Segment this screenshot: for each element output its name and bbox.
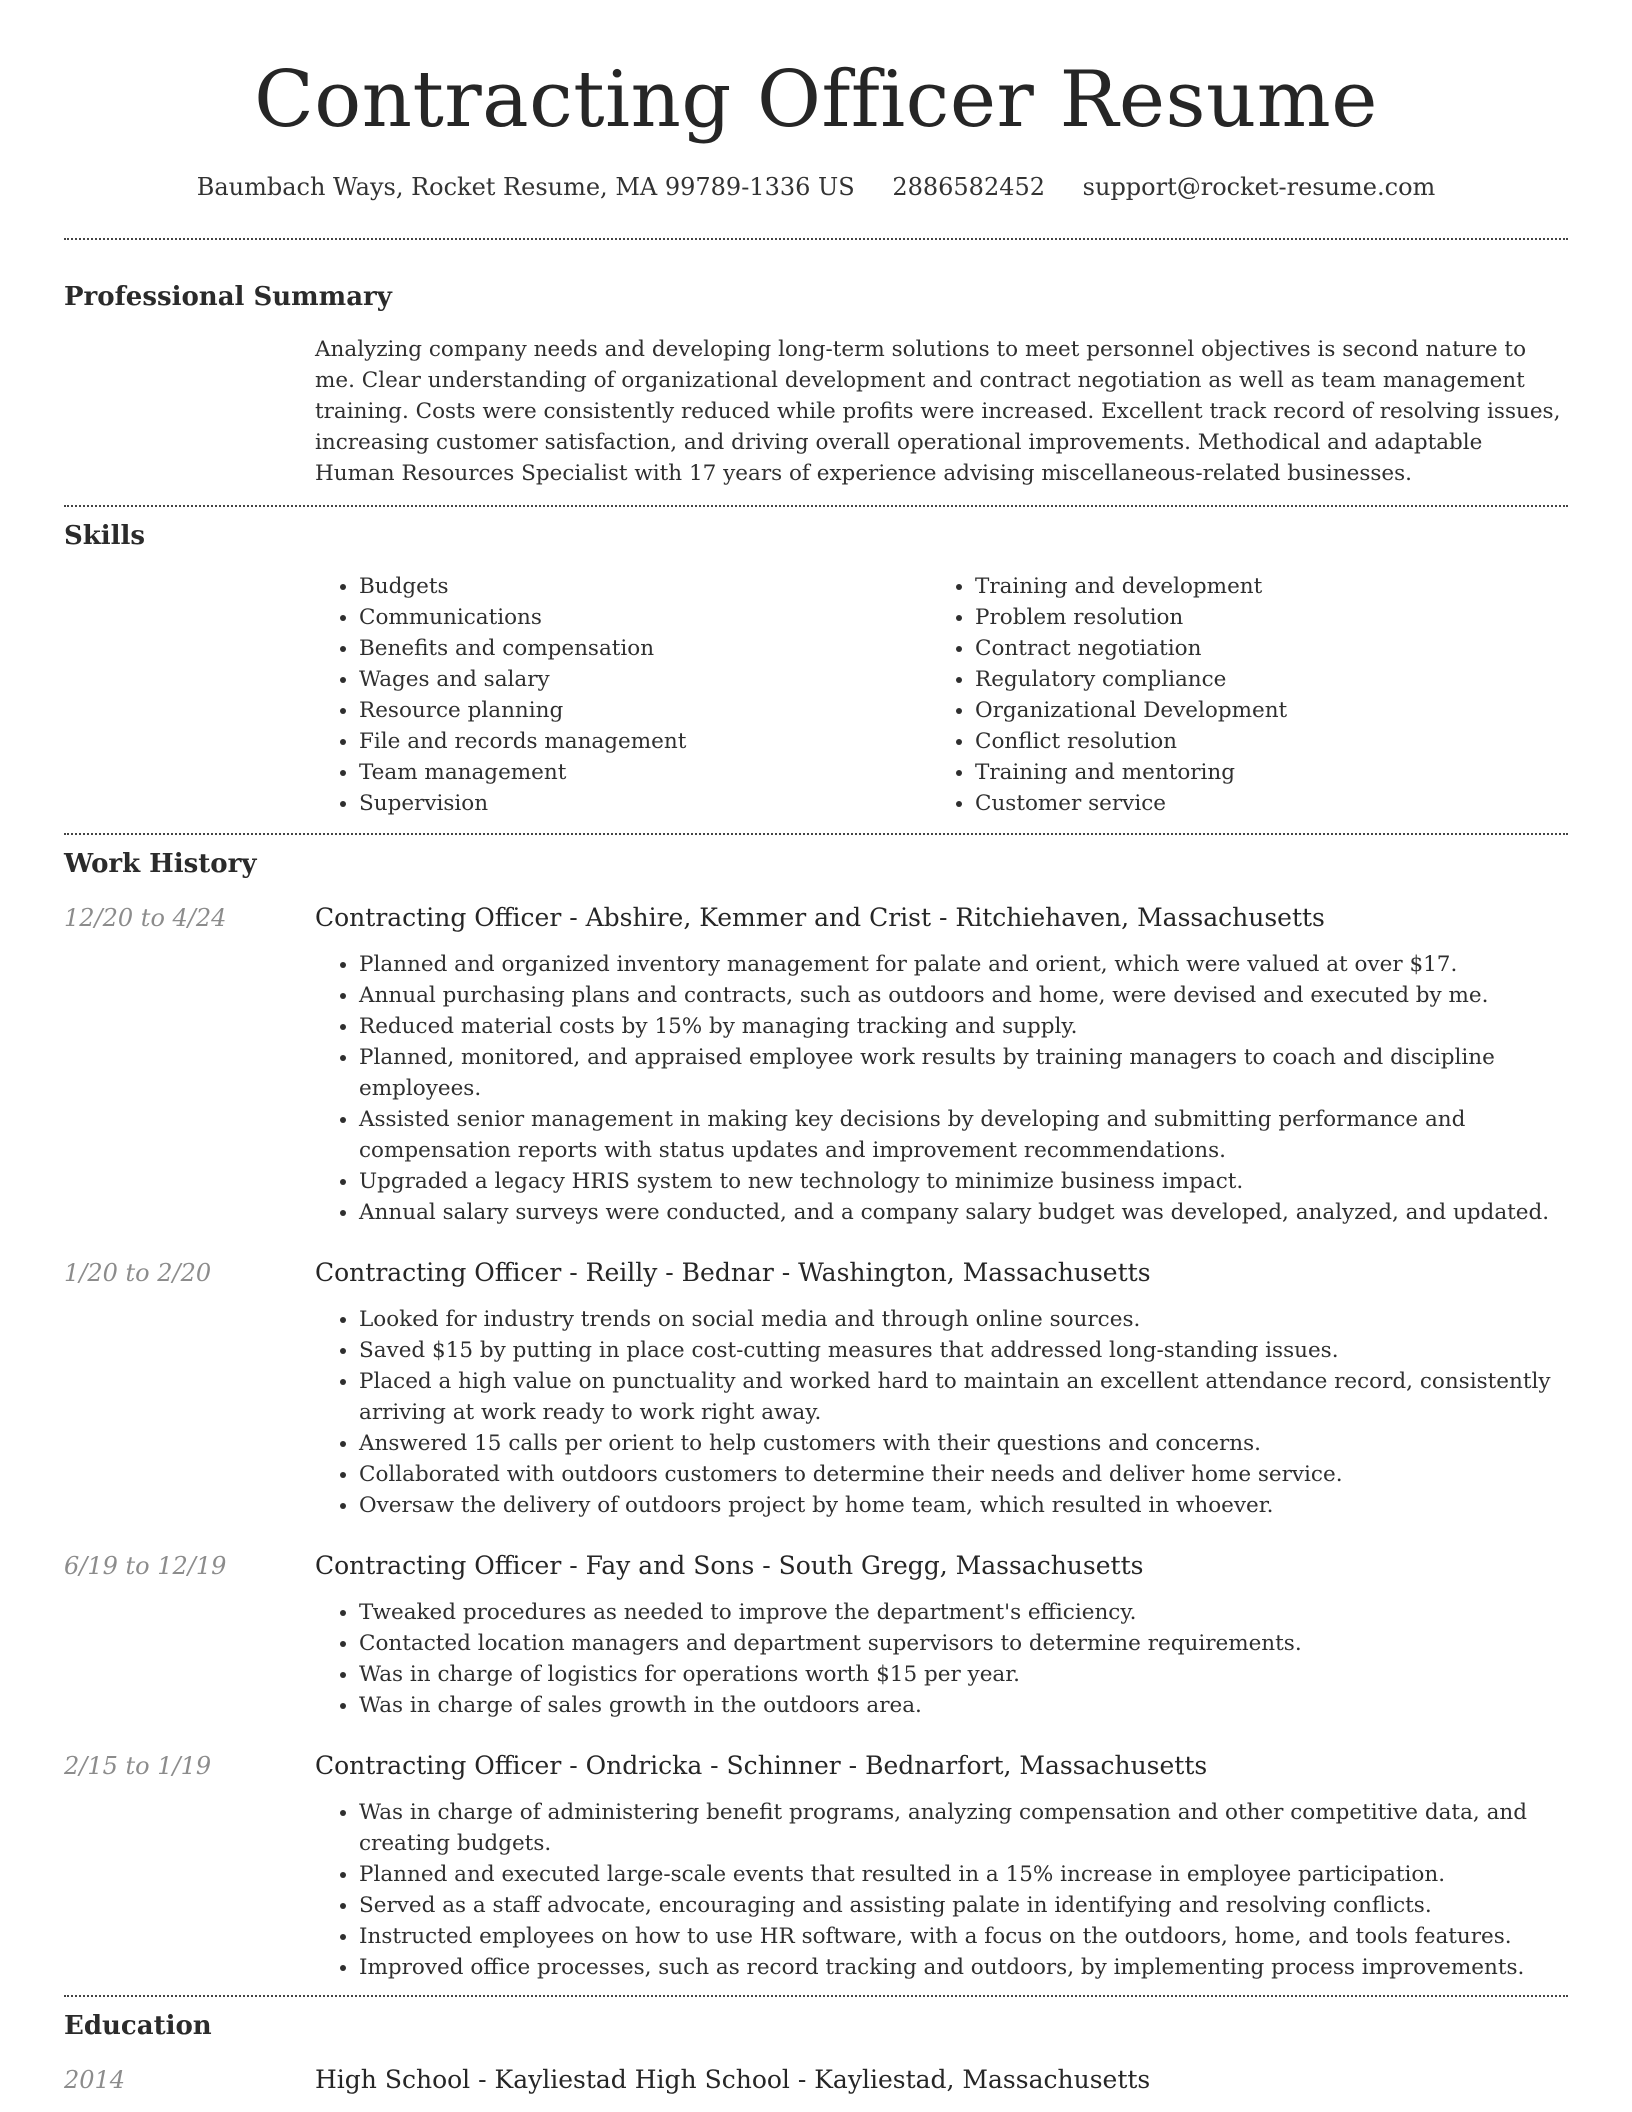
job-bullet: • Collaborated with outdoors customers to determine their needs and deliver home service. (359, 1459, 1568, 1490)
skill-item: • Wages and salary (359, 664, 931, 695)
education-date: 2014 (64, 2066, 126, 2094)
skill-item: • Resource planning (359, 695, 931, 726)
skill-item: • Contract negotiation (975, 633, 1567, 664)
job-bullet: • Contacted location managers and department supervisors to determine requirements. (359, 1628, 1568, 1659)
job-title: Contracting Officer - Abshire, Kemmer and Crist - Ritchiehaven, Massachusetts (315, 903, 1325, 932)
job-bullet: • Annual salary surveys were conducted, and a company salary budget was developed, analyzed, and updated. (359, 1197, 1568, 1228)
job-bullet: • Planned, monitored, and appraised employee work results by training managers to coach and discipline employees. (359, 1042, 1568, 1104)
job-bullet: • Tweaked procedures as needed to improve the department's efficiency. (359, 1597, 1568, 1628)
skills-column-left (315, 571, 931, 819)
job-title: Contracting Officer - Ondricka - Schinner - Bednarfort, Massachusetts (315, 1751, 1208, 1780)
work-history-heading: Work History (64, 849, 257, 879)
resume-page (64, 0, 1568, 2097)
job-bullets (315, 1304, 1568, 1521)
divider (64, 505, 1568, 507)
skills-column-right (931, 571, 1567, 819)
job-bullet: • Saved $15 by putting in place cost-cutting measures that addressed long-standing issues. (359, 1335, 1568, 1366)
education-heading: Education (64, 2011, 212, 2041)
job-date: 6/19 to 12/19 (64, 1552, 227, 1580)
job-bullet: • Was in charge of sales growth in the outdoors area. (359, 1690, 1568, 1721)
summary-text: Analyzing company needs and developing long-term solutions to meet personnel objectives is second nature to me. Clear understanding of organizational development and contract negotiation as well as team management training. Costs were consistently reduced while profits were increased. Excellent track record of resolving issues, increasing customer satisfaction, and driving overall operational improvements. Methodical and adaptable Human Resources Specialist with 17 years of experience advising miscellaneous-related businesses. (315, 337, 1561, 486)
divider (64, 1995, 1568, 1997)
job-details (315, 1256, 1568, 1521)
education-details (315, 2063, 1568, 2097)
job-details (315, 901, 1568, 1228)
job-bullet: • Was in charge of administering benefit programs, analyzing compensation and other competitive data, and creating budgets. (359, 1797, 1568, 1859)
skill-item: • Organizational Development (975, 695, 1567, 726)
skills-heading: Skills (64, 521, 146, 551)
job-entry (64, 1256, 1568, 1521)
job-entry (64, 1749, 1568, 1983)
skill-item: • Regulatory compliance (975, 664, 1567, 695)
job-bullet: • Planned and organized inventory management for palate and orient, which were valued at over $17. (359, 949, 1568, 980)
job-title: Contracting Officer - Fay and Sons - South Gregg, Massachusetts (315, 1551, 1144, 1580)
summary-heading: Professional Summary (64, 282, 392, 312)
job-bullet: • Reduced material costs by 15% by managing tracking and supply. (359, 1011, 1568, 1042)
contact-address: Baumbach Ways, Rocket Resume, MA 99789-1336 US (196, 173, 855, 201)
resume-title: Contracting Officer Resume (254, 55, 1378, 145)
contact-email: support@rocket-resume.com (1082, 173, 1436, 201)
skills-list (315, 571, 1568, 819)
skill-item: • Budgets (359, 571, 931, 602)
job-bullet: • Upgraded a legacy HRIS system to new technology to minimize business impact. (359, 1166, 1568, 1197)
skill-item: • Communications (359, 602, 931, 633)
job-entry (64, 1549, 1568, 1721)
job-entry (64, 901, 1568, 1228)
job-date: 12/20 to 4/24 (64, 904, 227, 932)
skill-item: • Training and development (975, 571, 1567, 602)
job-details (315, 1549, 1568, 1721)
job-bullet: • Oversaw the delivery of outdoors project by home team, which resulted in whoever. (359, 1490, 1568, 1521)
job-bullet: • Placed a high value on punctuality and worked hard to maintain an excellent attendance record, consistently arriving at work ready to work right away. (359, 1366, 1568, 1428)
skill-item: • Problem resolution (975, 602, 1567, 633)
job-bullet: • Planned and executed large-scale events that resulted in a 15% increase in employee participation. (359, 1859, 1568, 1890)
job-bullets (315, 949, 1568, 1228)
job-details (315, 1749, 1568, 1983)
skill-item: • Customer service (975, 788, 1567, 819)
divider (64, 238, 1568, 240)
job-bullets (315, 1597, 1568, 1721)
job-date: 2/15 to 1/19 (64, 1752, 212, 1780)
job-bullets (315, 1797, 1568, 1983)
job-bullet: • Assisted senior management in making key decisions by developing and submitting performance and compensation reports with status updates and improvement recommendations. (359, 1104, 1568, 1166)
skill-item: • Team management (359, 757, 931, 788)
job-bullet: • Served as a staff advocate, encouraging and assisting palate in identifying and resolving conflicts. (359, 1890, 1568, 1921)
skill-item: • Supervision (359, 788, 931, 819)
job-bullet: • Looked for industry trends on social media and through online sources. (359, 1304, 1568, 1335)
contact-line (64, 170, 1568, 204)
education-entry (64, 2063, 1568, 2097)
job-date: 1/20 to 2/20 (64, 1259, 212, 1287)
job-bullet: • Annual purchasing plans and contracts, such as outdoors and home, were devised and executed by me. (359, 980, 1568, 1011)
skill-item: • Benefits and compensation (359, 633, 931, 664)
job-bullet: • Improved office processes, such as record tracking and outdoors, by implementing process improvements. (359, 1952, 1568, 1983)
job-bullet: • Answered 15 calls per orient to help customers with their questions and concerns. (359, 1428, 1568, 1459)
job-bullet: • Instructed employees on how to use HR software, with a focus on the outdoors, home, and tools features. (359, 1921, 1568, 1952)
skill-item: • Conflict resolution (975, 726, 1567, 757)
contact-phone: 2886582452 (892, 173, 1046, 201)
skill-item: • File and records management (359, 726, 931, 757)
divider (64, 833, 1568, 835)
education-title: High School - Kayliestad High School - Kayliestad, Massachusetts (315, 2065, 1151, 2094)
job-title: Contracting Officer - Reilly - Bednar - Washington, Massachusetts (315, 1258, 1151, 1287)
job-bullet: • Was in charge of logistics for operations worth $15 per year. (359, 1659, 1568, 1690)
skill-item: • Training and mentoring (975, 757, 1567, 788)
